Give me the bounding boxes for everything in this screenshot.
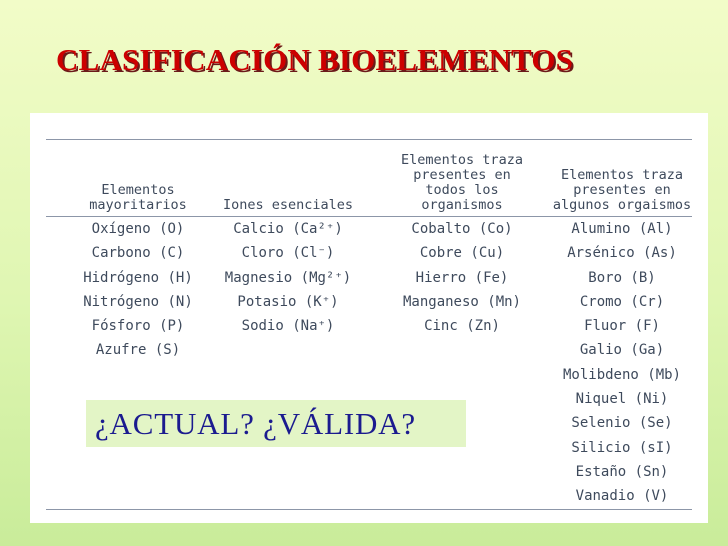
table-cell: Potasio (K⁺) xyxy=(237,293,339,310)
table-cell: Vanadio (V) xyxy=(575,488,669,505)
table-cell: Carbono (C) xyxy=(91,245,185,262)
table-cell: Molibdeno (Mb) xyxy=(562,366,681,383)
table-cell: Arsénico (As) xyxy=(567,245,677,262)
table-cell: Cinc (Zn) xyxy=(424,318,500,335)
table-cell: Selenio (Se) xyxy=(571,415,673,432)
column-cells xyxy=(542,217,702,509)
table-cell: Cromo (Cr) xyxy=(579,293,665,310)
table-cell: Sodio (Na⁺) xyxy=(241,318,335,335)
column-header: Elementos mayoritarios xyxy=(89,182,187,213)
table-cell: Galio (Ga) xyxy=(579,342,665,359)
column-cells xyxy=(382,217,542,338)
column-header: Elementos traza presentes en algunos orgaismos xyxy=(552,167,692,213)
table-cell: Cloro (Cl⁻) xyxy=(241,245,335,262)
table-cell: Fluor (F) xyxy=(584,318,660,335)
table-top-rule xyxy=(46,139,692,140)
question-caption: ¿ACTUAL? ¿VÁLIDA? xyxy=(86,400,466,447)
table-cell: Cobalto (Co) xyxy=(411,221,513,237)
table-cell: Fósforo (P) xyxy=(91,318,185,335)
slide-title: CLASIFICACIÓN BIOELEMENTOS xyxy=(56,42,574,77)
table-cell: Hierro (Fe) xyxy=(415,269,509,286)
table-cell: Niquel (Ni) xyxy=(575,391,669,408)
table-cell: Silicio (sI) xyxy=(571,439,673,456)
table-cell: Azufre (S) xyxy=(95,342,181,359)
table-cell: Hidrógeno (H) xyxy=(83,269,193,286)
table-cell: Cobre (Cu) xyxy=(419,245,505,262)
table-bottom-rule xyxy=(46,509,692,510)
table-cell: Alumino (Al) xyxy=(571,221,673,237)
bioelements-table xyxy=(30,113,708,523)
table-cell: Manganeso (Mn) xyxy=(402,293,521,310)
column-cells xyxy=(64,217,212,363)
column-header: Iones esenciales xyxy=(222,197,354,213)
table-cell: Calcio (Ca²⁺) xyxy=(233,221,343,237)
table-cell: Oxígeno (O) xyxy=(91,221,185,237)
column-header: Elementos traza presentes en todos los organismos xyxy=(401,152,523,213)
table-cell: Boro (B) xyxy=(588,269,656,286)
column-cells xyxy=(218,217,358,338)
table-cell: Nitrógeno (N) xyxy=(83,293,193,310)
table-cell: Magnesio (Mg²⁺) xyxy=(224,269,352,286)
table-cell: Estaño (Sn) xyxy=(575,463,669,480)
